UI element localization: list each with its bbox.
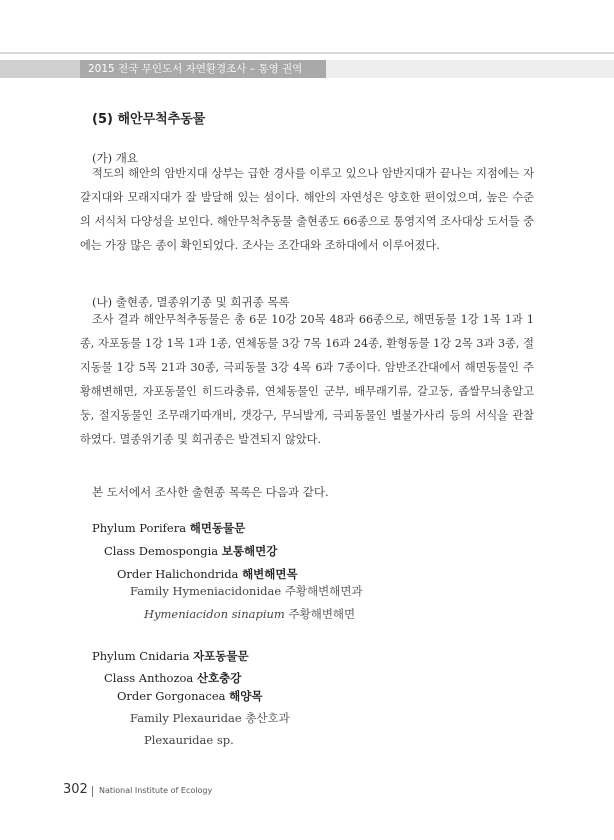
overview-heading: (가) 개요	[92, 151, 138, 165]
family-plexauridae	[130, 710, 290, 726]
species-plexauridae	[144, 733, 234, 747]
order-latin: Order Halichondrida	[117, 567, 239, 581]
footer-publisher: National Institute of Ecology	[99, 786, 213, 795]
order-korean: 해변해면목	[242, 567, 298, 581]
phylum-korean: 자포동물문	[193, 649, 249, 663]
header-extension	[326, 60, 614, 78]
list-intro: 본 도서에서 조사한 출현종 목록은 다음과 같다.	[92, 485, 329, 499]
running-header: 2015 전국 무인도서 자연환경조사 – 통영 권역	[80, 60, 326, 78]
species-text: 조사 결과 해안무척추동물은 총 6문 10강 20목 48과 66종으로, 해면동물 1강 1목 1과 1종, 자포동물 1강 1목 1과 1종, 연체동물 3강 7목 16과 24종, 환형동물 1강 2목 3과 3종, 절지동물 1강 5목 21과 30종, 극피동물 3강 4목 6과 7종이다. 암반조간대에서 해면동물인 주황해변해면, 자포동물인 히드라충류, 연체동물인 군부, 배무래기류, 갈고둥, 좁쌀무늬총알고둥, 절지동물인 조무래기따개비, 갯강구, 무늬발게, 극피동물인 별불가사리 등의 서식을 관찰하였다. 멸종위기종 및 희귀종은 발견되지 않았다.	[80, 313, 534, 446]
header-left-block	[0, 60, 80, 78]
species-korean: 주황해변해면	[288, 607, 356, 621]
order-gorgonacea	[117, 688, 263, 704]
species-heading: (나) 출현종, 멸종위기종 및 희귀종 목록	[92, 295, 290, 309]
class-korean: 산호충강	[196, 671, 242, 685]
section-title: (5) 해안무척추동물	[92, 112, 206, 127]
species-latin: Hymeniacidon sinapium	[144, 607, 285, 621]
phylum-cnidaria	[92, 648, 249, 664]
phylum-porifera	[92, 520, 245, 536]
family-korean: 총산호과	[245, 711, 290, 725]
family-hymeniacidonidae	[130, 583, 363, 599]
order-latin: Order Gorgonacea	[117, 689, 226, 703]
family-korean: 주황해변해면과	[284, 584, 363, 598]
family-latin: Family Hymeniacidonidae	[130, 584, 282, 598]
class-latin: Class Demospongia	[104, 544, 219, 558]
footer-separator	[92, 786, 93, 797]
class-anthozoa	[104, 670, 241, 686]
order-korean: 해양목	[229, 689, 263, 703]
phylum-korean: 해면동물문	[189, 521, 246, 535]
phylum-latin: Phylum Cnidaria	[92, 649, 190, 663]
page-number: 302	[63, 782, 88, 797]
overview-text: 적도의 해안의 암반지대 상부는 급한 경사를 이루고 있으나 암반지대가 끝나는 지점에는 자갈지대와 모래지대가 잘 발달해 있는 섬이다. 해안의 자연성은 양호한 편이었으며, 높은 수준의 서식처 다양성을 보인다. 해안무척추동물 출현종도 66종으로 통영지역 조사대상 도서들 중에는 가장 많은 종이 확인되었다. 조사는 조간대와 조하대에서 이루어졌다.	[80, 167, 534, 252]
species-latin: Plexauridae sp.	[144, 733, 234, 747]
overview-paragraph	[80, 162, 534, 258]
class-demospongia	[104, 543, 277, 559]
top-rule	[0, 52, 614, 54]
species-hymeniacidon	[144, 606, 355, 622]
family-latin: Family Plexauridae	[130, 711, 242, 725]
species-paragraph	[80, 308, 534, 452]
class-latin: Class Anthozoa	[104, 671, 194, 685]
phylum-latin: Phylum Porifera	[92, 521, 187, 535]
class-korean: 보통해면강	[221, 544, 278, 558]
order-halichondrida	[117, 566, 298, 582]
